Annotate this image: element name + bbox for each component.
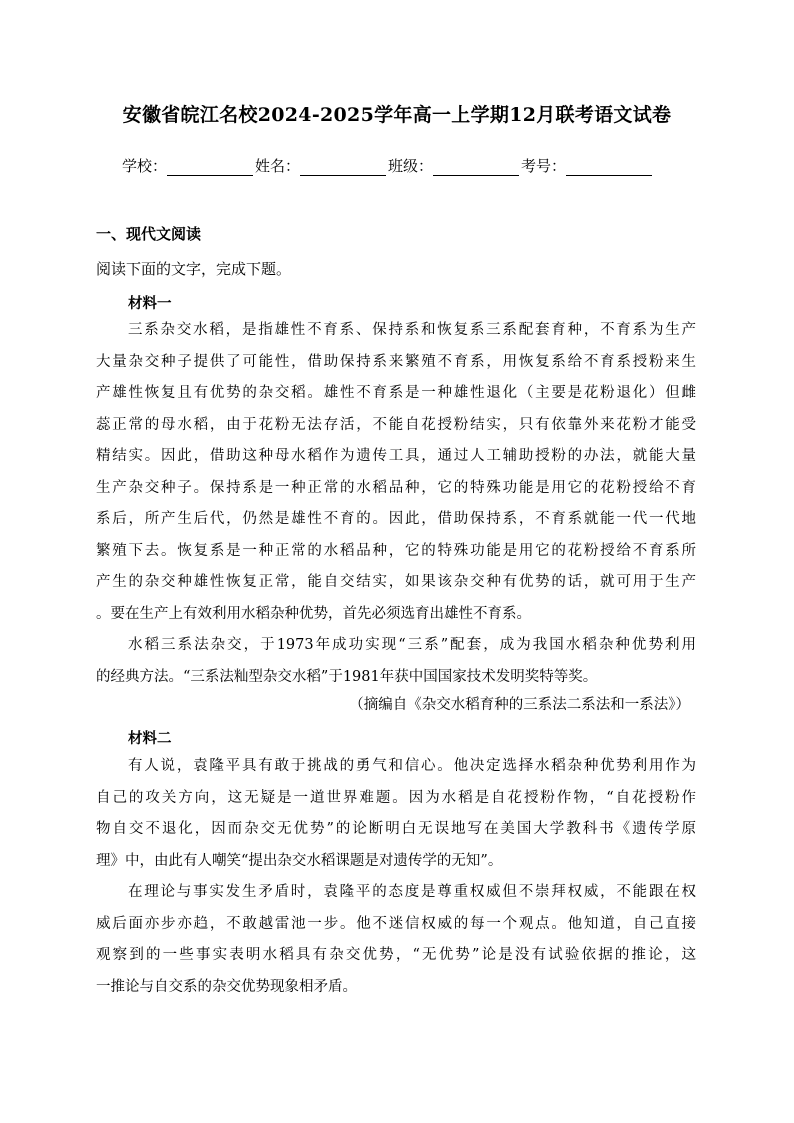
text-line: 有人说，袁隆平具有敢于挑战的勇气和信心。他决定选择水稻杂种优势利用作为 [128,758,696,774]
text-line: 繁殖下去。恢复系是一种正常的水稻品种，它的特殊功能是用它的花粉授给不育系所 [96,542,696,559]
name-label: 姓名： [255,157,301,175]
text-line: 理》中，由此有人嘲笑“提出杂交水稻课题是对遗传学的无知”。 [96,852,503,869]
text-line: 生产杂交种子。保持系是一种正常的水稻品种，它的特殊功能是用它的花粉授给不育 [96,479,696,496]
section-heading: 一、现代文阅读 [96,225,202,243]
text-line: 一推论与自交系的杂交优势现象相矛盾。 [96,978,357,995]
text-line: 。要在生产上有效利用水稻杂种优势，首先必须选育出雄性不育系。 [96,605,531,622]
text-line: 观察到的一些事实表明水稻具有杂交优势，“无优势”论是没有试验依据的推论，这 [96,947,696,963]
exam-number-label: 考号： [521,157,567,175]
text-line: 三系杂交水稻，是指雄性不育系、保持系和恢复系三系配套育种，不育系为生产 [128,322,696,338]
school-label: 学校： [122,157,168,175]
text-line: 精结实。因此，借助这种母水稻作为遗传工具，通过人工辅助授粉的办法，就能大量 [96,448,696,464]
material-1-heading: 材料一 [128,296,172,312]
class-blank[interactable] [433,159,519,176]
text-line: 蕊正常的母水稻，由于花粉无法存活，不能自花授粉结实，只有依靠外来花粉才能受 [96,416,696,433]
instructions: 阅读下面的文字，完成下题。 [96,260,292,278]
text-line: 在理论与事实发生矛盾时，袁隆平的态度是尊重权威但不崇拜权威，不能跟在权 [128,884,696,900]
material-2-heading: 材料二 [128,731,172,747]
student-info-row [122,155,682,176]
text-line: 威后面亦步亦趋，不敢越雷池一步。他不迷信权威的每一个观点。他知道，自己直接 [96,915,696,932]
text-line: 水稻三系法杂交，于1973年成功实现“三系”配套，成为我国水稻杂种优势利用 [128,637,696,653]
material-2-body [96,751,696,1003]
page-title: 安徽省皖江名校2024-2025学年高一上学期12月联考语文试卷 [122,104,672,126]
material-1-body [96,315,696,693]
text-line: 物自交不退化，因而杂交无优势”的论断明白无误地写在美国大学教科书《遗传学原 [96,821,696,837]
text-line: 产生的杂交种雄性恢复正常，能自交结实，如果该杂交种有优势的话，就可用于生产 [96,574,696,590]
text-line: 自己的攻关方向，这无疑是一道世界难题。因为水稻是自花授粉作物，“自花授粉作 [96,789,696,806]
material-1-source: （摘编自《杂交水稻育种的三系法二系法和一系法》） [349,697,690,713]
exam-number-blank[interactable] [566,159,652,176]
name-blank[interactable] [300,159,386,176]
text-line: 产雄性恢复且有优势的杂交稻。雄性不育系是一种雄性退化（主要是花粉退化）但雌 [96,385,696,401]
class-label: 班级： [388,157,434,175]
text-line: 系后，所产生后代，仍然是雄性不育的。因此，借助保持系，不育系就能一代一代地 [96,511,696,527]
text-line: 的经典方法。“三系法籼型杂交水稻”于1981年获中国国家技术发明奖特等奖。 [96,668,598,685]
text-line: 大量杂交种子提供了可能性，借助保持系来繁殖不育系，用恢复系给不育系授粉来生 [96,353,696,370]
school-blank[interactable] [167,159,253,176]
